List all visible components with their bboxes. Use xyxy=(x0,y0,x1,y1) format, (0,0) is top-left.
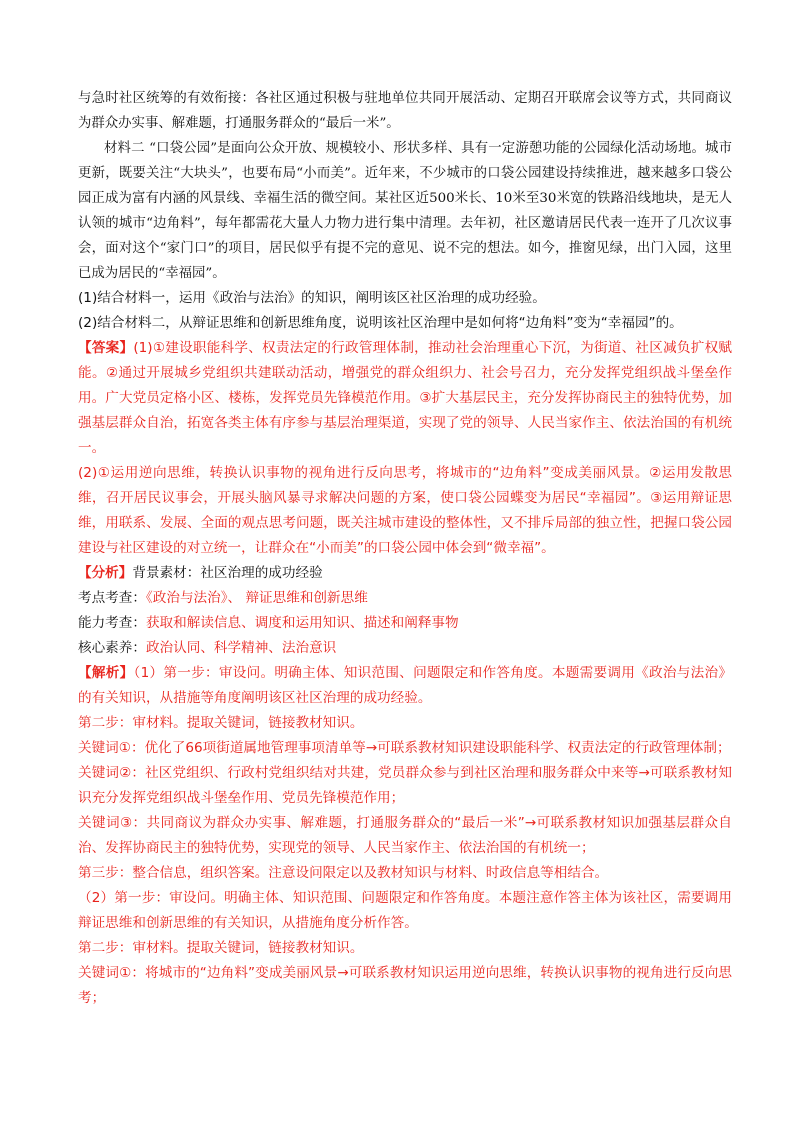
analysis-tag: 【分析】 xyxy=(78,565,133,581)
analysis-ability xyxy=(78,611,732,636)
explanation-q2-step1: （2）第一步：审设问。明确主体、知识范围、问题限定和作答角度。本题注意作答主体为该社区，需要调用辩证思维和创新思维的有关知识，从措施角度分析作答。 xyxy=(78,890,732,931)
answer-tag: 【答案】 xyxy=(78,340,134,356)
explanation-q1-step3: 第三步：整合信息，组织答案。注意设问限定以及教材知识与材料、时政信息等相结合。 xyxy=(78,865,609,881)
explanation-q2-keyword-1: 关键词①：将城市的“边角料”变成美丽风景→可联系教材知识运用逆向思维，转换认识事物的视角进行反向思考； xyxy=(78,965,732,1006)
literacy-label: 核心素养： xyxy=(78,640,146,656)
explanation-q1-keyword-3: 关键词③：共同商议为群众办实事、解难题，打通服务群众的“最后一米”→可联系教材知识加强基层群众自治、发挥协商民主的独特优势，实现党的领导、人民当家作主、依法治国的有机统一； xyxy=(78,815,732,856)
material-two-paragraph: 材料二 “口袋公园”是面向公众开放、规模较小、形状多样、具有一定游憩功能的公园绿化活动场地。城市更新，既要关注“大块头”，也要布局“小而美”。近年来，不少城市的口袋公园建设持续推进，越来越多口袋公园正成为富有内涵的风景线、幸福生活的微空间。某社区近500米长、10米至30米宽的铁路沿线地块，是无人认领的城市“边角料”，每年都需花大量人力物力进行集中清理。去年初，社区邀请居民代表一连开了几次议事会，面对这个“家门口”的项目，居民似乎有提不完的意见、说不完的想法。如今，推窗见绿，出门入园，这里已成为居民的“幸福园”。 xyxy=(78,141,732,281)
answer-part-2: (2)①运用逆向思维，转换认识事物的视角进行反向思考，将城市的“边角料”变成美丽风景。②运用发散思维，召开居民议事会，开展头脑风暴寻求解决问题的方案，使口袋公园蝶变为居民“幸福园”。③运用辩证思维，用联系、发展、全面的观点思考问题，既关注城市建设的整体性，又不排斥局部的独立性，把握口袋公园建设与社区建设的对立统一，让群众在“小而美”的口袋公园中体会到“微幸福”。 xyxy=(78,465,732,556)
ability-label: 能力考查： xyxy=(78,615,146,631)
answer-part-1 xyxy=(78,336,732,461)
explanation-q1-keyword-2: 关键词②：社区党组织、行政村党组织结对共建，党员群众参与到社区治理和服务群众中来等→可联系教材知识充分发挥党组织战斗堡垒作用、党员先锋模范作用； xyxy=(78,765,732,806)
question-1: (1)结合材料一，运用《政治与法治》的知识，阐明该区社区治理的成功经验。 xyxy=(78,290,546,306)
literacy-value: 政治认同、科学精神、法治意识 xyxy=(145,640,337,656)
ability-value: 获取和解读信息、调度和运用知识、描述和阐释事物 xyxy=(145,615,459,631)
explanation-q1-step1 xyxy=(78,661,732,711)
analysis-background xyxy=(78,561,732,586)
answer-part-1-text: (1)①建设职能科学、权责法定的行政管理体制，推动社会治理重心下沉，为街道、社区减负扩权赋能。②通过开展城乡党组织共建联动活动，增强党的群众组织力、社会号召力，充分发挥党组织战斗堡垒作用。广大党员定格小区、楼栋，发挥党员先锋模范作用。③扩大基层民主，充分发挥协商民主的独特优势，加强基层群众自治，拓宽各类主体有序参与基层治理渠道，实现了党的领导、人民当家作主、依法治国的有机统一。 xyxy=(78,340,732,456)
explanation-q1-step1-text: （1）第一步：审设问。明确主体、知识范围、问题限定和作答角度。本题需要调用《政治与法治》的有关知识，从措施等角度阐明该区社区治理的成功经验。 xyxy=(78,665,733,706)
explanation-q1-step2: 第二步：审材料。提取关键词，链接教材知识。 xyxy=(78,715,364,731)
explanation-q2-step2: 第二步：审材料。提取关键词，链接教材知识。 xyxy=(78,940,364,956)
analysis-literacy xyxy=(78,636,732,661)
exam-points-value: 《政治与法治》、 辩证思维和创新思维 xyxy=(145,590,368,606)
question-2: (2)结合材料二，从辩证思维和创新思维角度，说明该社区治理中是如何将“边角料”变为“幸福园”的。 xyxy=(78,315,683,331)
explanation-tag: 【解析】 xyxy=(78,665,134,681)
intro-paragraph: 与急时社区统筹的有效衔接：各社区通过积极与驻地单位共同开展活动、定期召开联席会议等方式，共同商议为群众办实事、解难题，打通服务群众的“最后一米”。 xyxy=(78,91,732,131)
analysis-background-text: 背景素材：社区治理的成功经验 xyxy=(132,565,323,581)
explanation-q1-keyword-1: 关键词①：优化了66项街道属地管理事项清单等→可联系教材知识建设职能科学、权责法定的行政管理体制； xyxy=(78,740,731,756)
analysis-exam-points xyxy=(78,586,732,611)
exam-points-label: 考点考查： xyxy=(78,590,146,606)
